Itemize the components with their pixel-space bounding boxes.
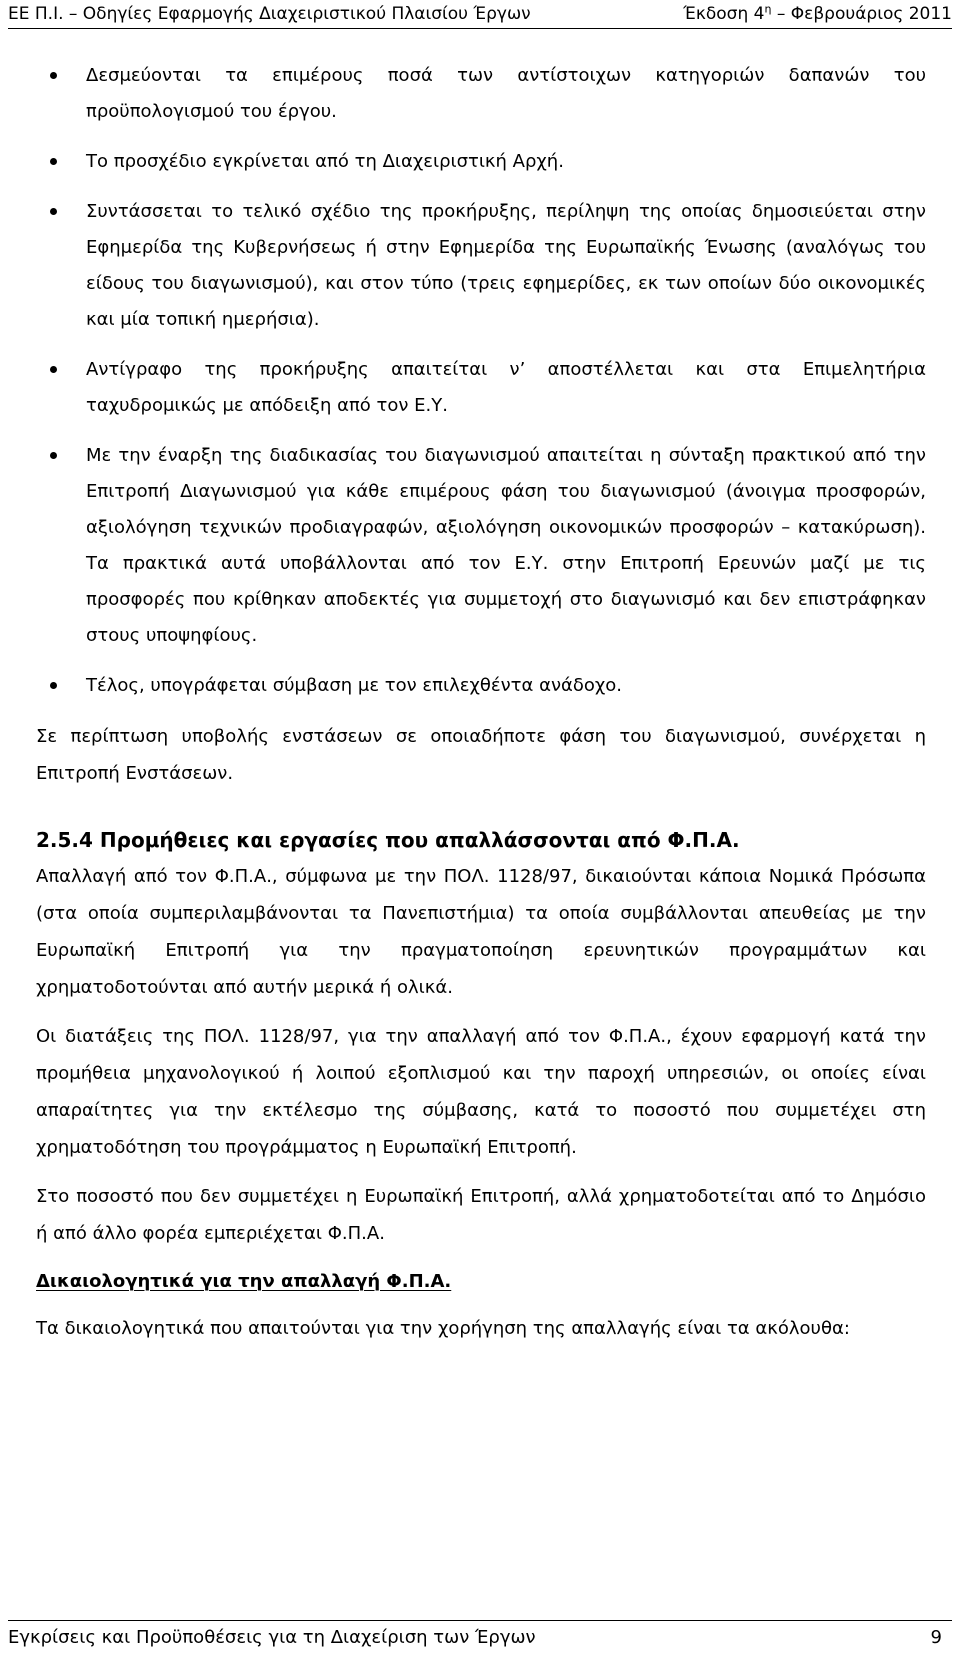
bullet-item: Δεσμεύονται τα επιμέρους ποσά των αντίστοιχων κατηγοριών δαπανών του προϋπολογισμού του έργου. xyxy=(36,58,926,130)
header-edition: Έκδοση $4^\eta$ – Φεβρουάριος 2011 xyxy=(683,2,952,24)
bullet-icon xyxy=(50,158,57,165)
bullet-icon xyxy=(50,208,57,215)
footer-title: Εγκρίσεις και Προϋποθέσεις για τη Διαχείριση των Έργων xyxy=(8,1627,536,1648)
bullet-list xyxy=(36,58,926,704)
header-title: ΕΕ Π.Ι. – Οδηγίες Εφαρμογής Διαχειριστικού Πλαισίου Έργων xyxy=(8,4,531,24)
provisions-paragraph: Οι διατάξεις της ΠΟΛ. 1128/97, για την απαλλαγή από τον Φ.Π.Α., έχουν εφαρμογή κατά την προμήθεια μηχανολογικού ή λοιπού εξοπλισμού και την παροχή υπηρεσιών, οι οποίες είναι απαραίτητες για την εκτέλεσμο της σύμβασης, κατά το ποσοστό που συμμετέχει στη χρηματοδότηση του προγράμματος η Ευρωπαϊκή Επιτροπή. xyxy=(36,1026,926,1158)
page-number: 9 xyxy=(930,1627,942,1648)
bullet-item: Αντίγραφο της προκήρυξης απαιτείται ν’ αποστέλλεται και στα Επιμελητήρια ταχυδρομικώς με απόδειξη από τον Ε.Υ. xyxy=(36,352,926,424)
page-content xyxy=(36,58,926,1359)
bullet-item: Συντάσσεται το τελικό σχέδιο της προκήρυξης, περίληψη της οποίας δημοσιεύεται στην Εφημερίδα της Κυβερνήσεως ή στην Εφημερίδα της Ευρωπαϊκής Ένωσης (αναλόγως του είδους του διαγωνισμού), και στον τύπο (τρεις εφημερίδες, εκ των οποίων δύο οικονομικές και μία τοπική ημερήσια). xyxy=(36,194,926,338)
bullet-icon xyxy=(50,366,57,373)
objections-paragraph: Σε περίπτωση υποβολής ενστάσεων σε οποιαδήποτε φάση του διαγωνισμού, συνέρχεται η Επιτροπή Ενστάσεων. xyxy=(36,726,926,784)
bullet-icon xyxy=(50,452,57,459)
section-heading: 2.5.4 Προμήθειες και εργασίες που απαλλάσσονται από Φ.Π.Α. xyxy=(36,828,740,852)
documents-subheading: Δικαιολογητικά για την απαλλαγή Φ.Π.Α. xyxy=(36,1271,452,1292)
bullet-item: Τέλος, υπογράφεται σύμβαση με τον επιλεχθέντα ανάδοχο. xyxy=(36,668,926,704)
percentage-paragraph: Στο ποσοστό που δεν συμμετέχει η Ευρωπαϊκή Επιτροπή, αλλά χρηματοδοτείται από το Δημόσιο ή από άλλο φορέα εμπεριέχεται Φ.Π.Α. xyxy=(36,1186,926,1244)
bullet-item: Το προσχέδιο εγκρίνεται από τη Διαχειριστική Αρχή. xyxy=(36,144,926,180)
documents-paragraph: Τα δικαιολογητικά που απαιτούνται για την χορήγηση της απαλλαγής είναι τα ακόλουθα: xyxy=(36,1318,850,1339)
exemption-paragraph: Απαλλαγή από τον Φ.Π.Α., σύμφωνα με την ΠΟΛ. 1128/97, δικαιούνται κάποια Νομικά Πρόσωπα (στα οποία συμπεριλαμβάνονται τα Πανεπιστήμια) τα οποία συμβάλλονται απευθείας με την Ευρωπαϊκή Επιτροπή για την πραγματοποίηση ερευνητικών προγραμμάτων και χρηματοδοτούνται από αυτήν μερικά ή ολικά. xyxy=(36,866,926,998)
bullet-icon xyxy=(50,682,57,689)
bullet-icon xyxy=(50,72,57,79)
page-header xyxy=(8,2,952,29)
bullet-item: Με την έναρξη της διαδικασίας του διαγωνισμού απαιτείται η σύνταξη πρακτικού από την Επιτροπή Διαγωνισμού για κάθε επιμέρους φάση του διαγωνισμού (άνοιγμα προσφορών, αξιολόγηση τεχνικών προδιαγραφών, αξιολόγηση οικονομικών προσφορών – κατακύρωση). Τα πρακτικά αυτά υποβάλλονται από τον Ε.Υ. στην Επιτροπή Ερευνών μαζί με τις προσφορές που κρίθηκαν αποδεκτές για συμμετοχή στο διαγωνισμό και δεν επιστράφηκαν στους υποψηφίους. xyxy=(36,438,926,654)
page-footer xyxy=(8,1620,952,1651)
